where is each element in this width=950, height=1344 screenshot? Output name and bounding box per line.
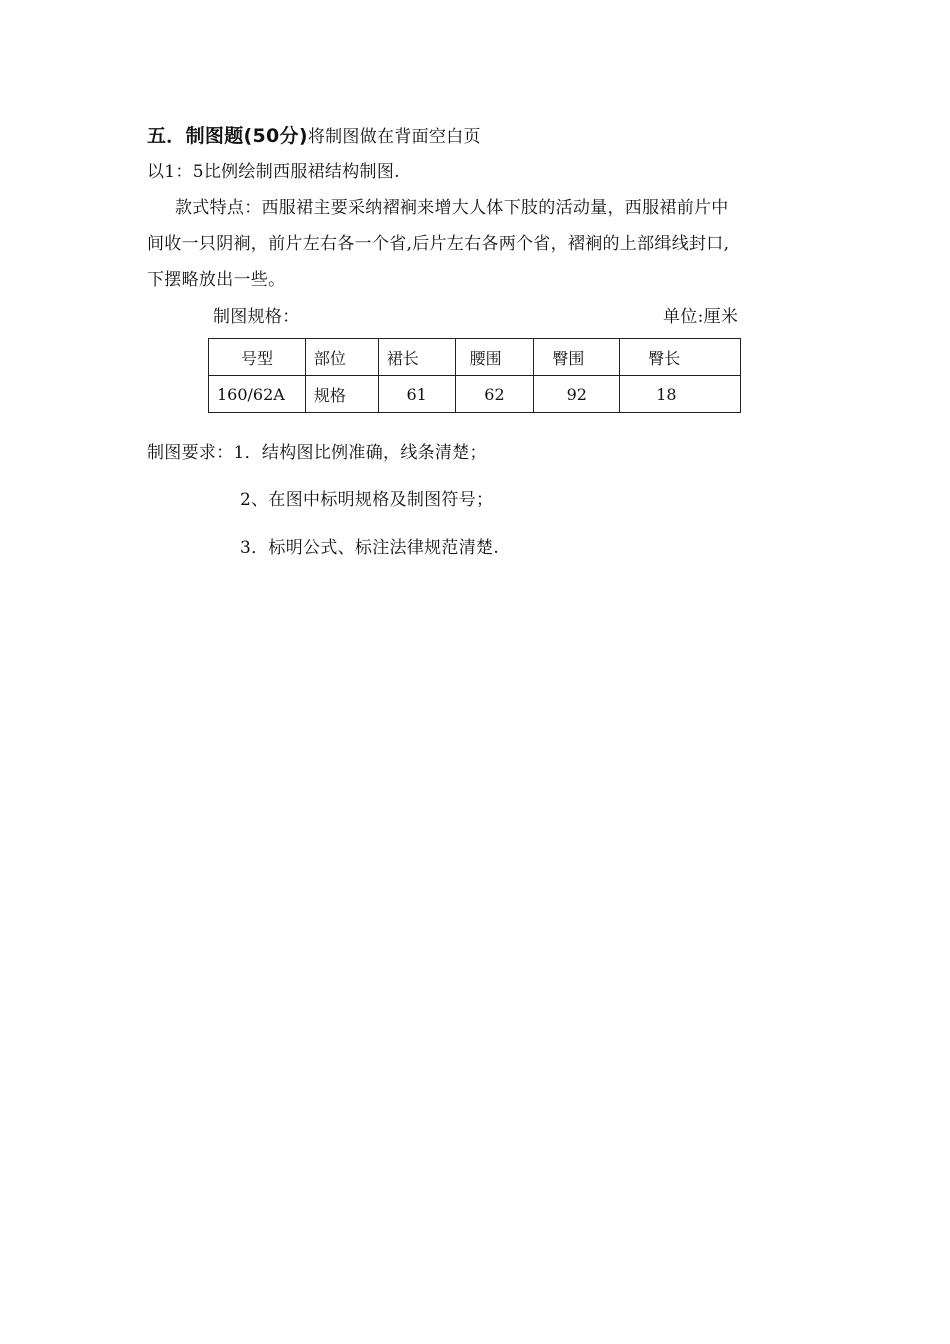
cell-waist-value: 62 [455, 376, 534, 413]
requirement-item-3: 3．标明公式、标注法律规范清楚. [240, 538, 500, 558]
style-paragraph-line-1: 款式特点：西服裙主要采纳褶裥来增大人体下肢的活动量，西服裙前片中 [175, 198, 729, 218]
requirement-item-1: 制图要求：1．结构图比例准确，线条清楚； [147, 443, 487, 463]
cell-skirt-length-value: 61 [378, 376, 455, 413]
spec-table [208, 338, 741, 413]
table-header-row [209, 339, 741, 376]
header-cell-part: 部位 [305, 339, 378, 376]
question-heading [147, 124, 481, 149]
heading-prefix: 五． [147, 125, 186, 147]
requirement-item-2: 2、在图中标明规格及制图符号； [240, 490, 494, 510]
cell-size-value: 160/62A [209, 376, 306, 413]
heading-note: 将制图做在背面空白页 [307, 127, 481, 147]
style-paragraph-line-3: 下摆略放出一些。 [147, 270, 286, 290]
table-row [209, 376, 741, 413]
scale-instruction: 以1：5比例绘制西服裙结构制图. [147, 162, 400, 182]
header-cell-hip-length: 臀长 [620, 339, 741, 376]
cell-hip-value: 92 [534, 376, 620, 413]
cell-hip-length-value: 18 [620, 376, 741, 413]
header-cell-size: 号型 [209, 339, 306, 376]
header-cell-waist: 腰围 [455, 339, 534, 376]
header-cell-skirt-length: 裙长 [378, 339, 455, 376]
header-cell-hip: 臀围 [534, 339, 620, 376]
cell-part-value: 规格 [305, 376, 378, 413]
style-paragraph-line-2: 间收一只阴裥，前片左右各一个省,后片左右各两个省，褶裥的上部缉线封口, [147, 234, 730, 254]
spec-label: 制图规格： [213, 307, 300, 327]
unit-label: 单位:厘米 [663, 307, 739, 327]
heading-title: 制图题(50分) [185, 125, 308, 147]
